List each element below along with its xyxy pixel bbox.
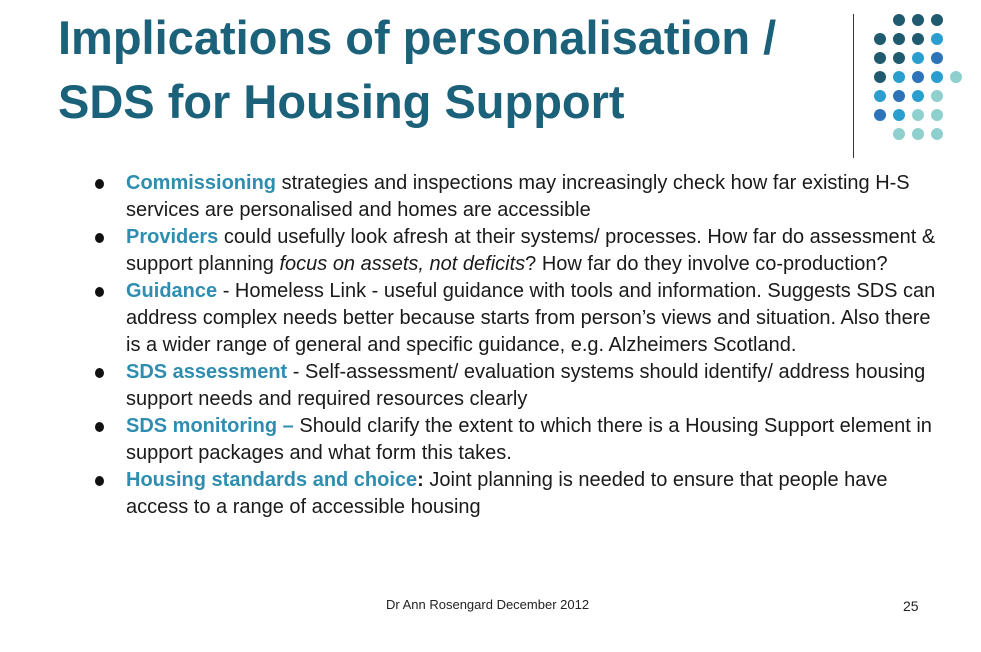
decorative-dot bbox=[874, 90, 886, 102]
decorative-dot bbox=[874, 52, 886, 64]
bullet-list bbox=[95, 170, 945, 521]
bullet-label: Providers bbox=[126, 226, 219, 248]
bullet-commissioning bbox=[95, 170, 945, 224]
decorative-dot bbox=[912, 71, 924, 83]
footer-author-date: Dr Ann Rosengard December 2012 bbox=[386, 597, 590, 612]
decorative-dot bbox=[931, 52, 943, 64]
bullet-label: Housing standards and choice bbox=[126, 469, 418, 491]
bullet-text: could usefully look afresh at their systems/ processes. How far do assessment & support planning bbox=[126, 226, 936, 275]
decorative-dot bbox=[893, 109, 905, 121]
decorative-dot bbox=[931, 33, 943, 45]
bullet-guidance bbox=[95, 278, 945, 359]
decorative-dot bbox=[950, 71, 962, 83]
decorative-dot bbox=[874, 71, 886, 83]
decorative-dot bbox=[912, 33, 924, 45]
bullet-providers bbox=[95, 224, 945, 278]
decorative-dot bbox=[931, 90, 943, 102]
decorative-dot bbox=[931, 14, 943, 26]
page-number: 25 bbox=[903, 598, 919, 614]
decorative-dot bbox=[893, 128, 905, 140]
decorative-dot bbox=[893, 52, 905, 64]
decorative-dot bbox=[912, 52, 924, 64]
decorative-dot bbox=[931, 109, 943, 121]
decorative-dot bbox=[893, 90, 905, 102]
bullet-sds-assessment bbox=[95, 359, 945, 413]
bullet-label: SDS monitoring – bbox=[126, 415, 294, 437]
bullet-text: - Self-assessment/ evaluation systems should identify/ address housing support needs and required resources clearly bbox=[126, 361, 926, 410]
decorative-dot bbox=[931, 128, 943, 140]
decorative-dot bbox=[874, 33, 886, 45]
decorative-dot bbox=[912, 128, 924, 140]
decorative-dot bbox=[893, 14, 905, 26]
bullet-text: strategies and inspections may increasingly check how far existing H-S services are personalised and homes are accessible bbox=[126, 172, 910, 221]
bullet-colon: : bbox=[417, 469, 424, 491]
bullet-text: Should clarify the extent to which there is a Housing Support element in support packages and what form this takes. bbox=[126, 415, 932, 464]
bullet-text: Joint planning is needed to ensure that people have access to a range of accessible housing bbox=[126, 469, 888, 518]
decorative-dot bbox=[893, 33, 905, 45]
decorative-dot bbox=[912, 109, 924, 121]
decorative-dot bbox=[874, 109, 886, 121]
bullet-label: Guidance bbox=[126, 280, 218, 302]
bullet-emphasis: focus on assets, not deficits bbox=[279, 253, 526, 275]
bullet-text: - Homeless Link - useful guidance with tools and information. Suggests SDS can address complex needs better because starts from person’s views and situation. Also there is a wider range of general and specific guidance, e.g. Alzheimers Scotland. bbox=[126, 280, 936, 356]
bullet-sds-monitoring bbox=[95, 413, 945, 467]
bullet-housing-standards bbox=[95, 467, 945, 521]
bullet-text-tail: ? How far do they involve co-production? bbox=[525, 253, 888, 275]
decorative-dot bbox=[893, 71, 905, 83]
title-line-1: Implications of personalisation / bbox=[58, 11, 777, 64]
bullet-label: SDS assessment bbox=[126, 361, 288, 383]
decorative-dot bbox=[912, 90, 924, 102]
decorative-dot bbox=[931, 71, 943, 83]
bullet-label: Commissioning bbox=[126, 172, 277, 194]
decorative-dot bbox=[912, 14, 924, 26]
title-line-2: SDS for Housing Support bbox=[58, 75, 625, 128]
decorative-dot-grid bbox=[0, 0, 981, 160]
